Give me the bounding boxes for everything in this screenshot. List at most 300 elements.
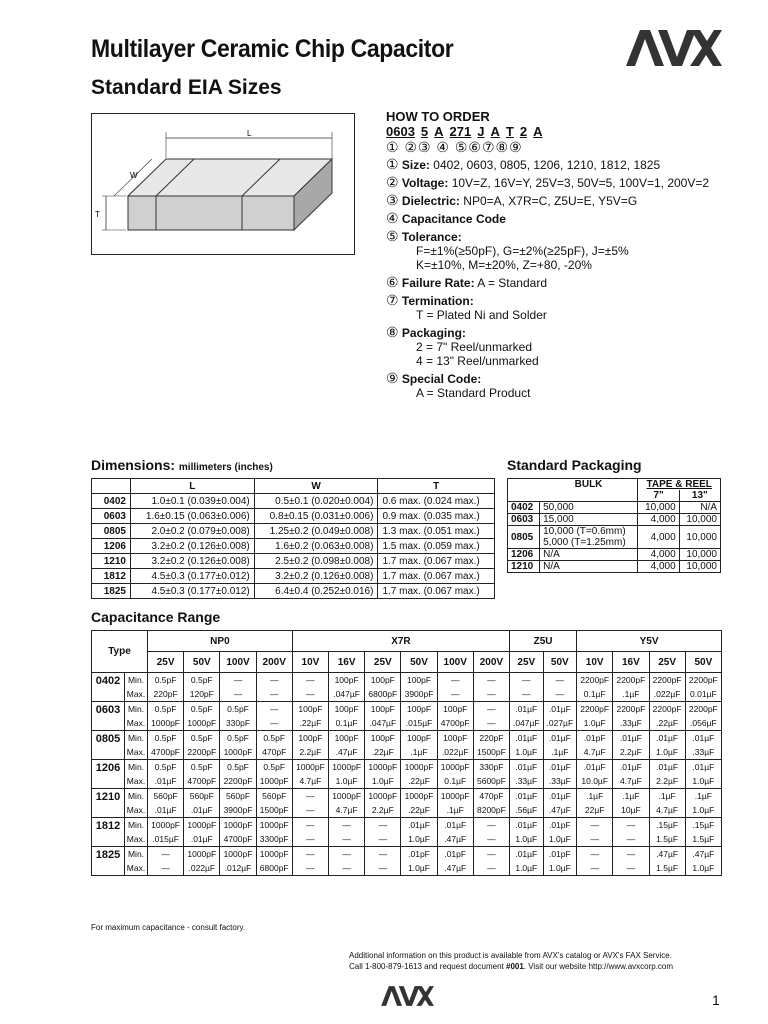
dim-cell: 1825	[92, 584, 131, 599]
cap-min-cell: 100pF	[401, 731, 437, 746]
cap-min-cell: —	[292, 789, 328, 804]
capacitance-heading: Capacitance Range	[91, 609, 221, 625]
cap-max-cell: .056µF	[685, 716, 721, 731]
cap-min-cell: 1000pF	[148, 818, 184, 833]
table-row	[92, 509, 495, 524]
dim-cell: 0.5±0.1 (0.020±0.004)	[254, 494, 378, 509]
cap-min-cell: —	[473, 847, 509, 862]
cap-max-cell: 3900pF	[220, 803, 256, 818]
cap-group-header: NP0	[148, 631, 293, 652]
cap-voltage-header: 25V	[148, 652, 184, 673]
cap-max-cell: .027µF	[543, 716, 577, 731]
cap-max-cell: 1000pF	[184, 716, 220, 731]
cap-min-cell: 1000pF	[365, 789, 401, 804]
cap-min-cell: .47µF	[685, 847, 721, 862]
cap-min-cell: 1000pF	[184, 818, 220, 833]
cap-min-cell: 100pF	[437, 731, 473, 746]
dim-cell: 6.4±0.4 (0.252±0.016)	[254, 584, 378, 599]
cap-max-cell: .47µF	[437, 861, 473, 876]
table-row	[92, 774, 722, 789]
order-code-part: 271	[449, 124, 472, 139]
cap-min-cell: 100pF	[365, 702, 401, 717]
cap-min-cell: .01µF	[649, 760, 685, 775]
cap-min-cell: 100pF	[329, 673, 365, 688]
cap-type-header: Type	[92, 631, 148, 673]
cap-min-cell: .01pF	[577, 731, 613, 746]
order-item	[386, 193, 756, 208]
cap-max-label: Max.	[125, 861, 148, 876]
cap-max-cell: .047µF	[510, 716, 544, 731]
cap-min-cell: .1µF	[685, 789, 721, 804]
table-row	[92, 494, 495, 509]
cap-min-cell: .01µF	[685, 731, 721, 746]
cap-min-cell: 0.5pF	[256, 731, 292, 746]
pk-size: 0402	[508, 502, 540, 514]
cap-min-cell: .15µF	[649, 818, 685, 833]
order-code-part: J	[477, 124, 485, 139]
order-item-label: Voltage:	[401, 176, 449, 190]
cap-min-cell: .15µF	[685, 818, 721, 833]
cap-min-cell: 1000pF	[365, 760, 401, 775]
pk-size: 0603	[508, 514, 540, 526]
cap-min-cell: .01µF	[543, 789, 577, 804]
cap-max-cell: 22µF	[577, 803, 613, 818]
cap-min-cell: 1000pF	[401, 760, 437, 775]
cap-group-header: Y5V	[577, 631, 722, 652]
cap-voltage-header: 100V	[437, 652, 473, 673]
order-item	[386, 175, 756, 190]
cap-max-cell: 1000pF	[256, 774, 292, 789]
cap-min-cell: 100pF	[292, 731, 328, 746]
order-item-detail: F=±1%(≥50pF), G=±2%(≥25pF), J=±5%	[416, 244, 629, 258]
cap-max-cell: 3900pF	[401, 687, 437, 702]
cap-max-cell: 1.5µF	[649, 861, 685, 876]
how-to-order-section	[386, 110, 756, 400]
order-item-label: Capacitance Code	[401, 212, 506, 226]
cap-max-cell: 4700pF	[437, 716, 473, 731]
cap-max-cell: 1500pF	[473, 745, 509, 760]
pk-bulk: 15,000	[540, 514, 638, 526]
dim-cell: 4.5±0.3 (0.177±0.012)	[131, 569, 255, 584]
cap-min-cell: .01µF	[543, 731, 577, 746]
order-code-part: 2	[519, 124, 528, 139]
cap-min-cell: 1000pF	[220, 847, 256, 862]
cap-max-cell: 1.0µF	[543, 861, 577, 876]
cap-min-cell: 330pF	[473, 760, 509, 775]
table-row	[508, 561, 721, 573]
cap-min-cell: —	[613, 847, 649, 862]
order-item-detail: A = Standard Product	[416, 386, 531, 400]
order-item-detail: 2 = 7" Reel/unmarked	[416, 340, 532, 354]
table-row	[92, 584, 495, 599]
dim-cell: 1.25±0.2 (0.049±0.008)	[254, 524, 378, 539]
cap-min-cell: 1000pF	[256, 818, 292, 833]
order-code-part: T	[505, 124, 514, 139]
cap-max-cell: 8200pF	[473, 803, 509, 818]
cap-min-cell: 100pF	[437, 702, 473, 717]
pk-size: 0805	[508, 526, 540, 549]
cap-min-cell: .1µF	[577, 789, 613, 804]
dim-col-blank	[92, 479, 131, 494]
table-row	[92, 803, 722, 818]
order-item-detail: T = Plated Ni and Solder	[416, 308, 547, 322]
cap-max-cell: .47µF	[437, 832, 473, 847]
order-item-detail: 4 = 13" Reel/unmarked	[416, 354, 539, 368]
dim-cell: 3.2±0.2 (0.126±0.008)	[131, 554, 255, 569]
order-item-value: A = Standard	[477, 276, 547, 290]
cap-min-cell: 560pF	[256, 789, 292, 804]
cap-min-cell: 100pF	[365, 673, 401, 688]
cap-min-cell: .01µF	[685, 760, 721, 775]
cap-group-header: Z5U	[510, 631, 577, 652]
order-item	[386, 157, 756, 172]
cap-max-cell: —	[473, 861, 509, 876]
cap-min-label: Min.	[125, 731, 148, 746]
cap-min-cell: 0.5pF	[184, 673, 220, 688]
cap-max-cell: 4.7µF	[613, 774, 649, 789]
dim-cell: 0603	[92, 509, 131, 524]
cap-type: 0805	[92, 731, 125, 760]
order-item-label: Failure Rate:	[401, 276, 475, 290]
cap-min-cell: .01µF	[510, 847, 544, 862]
order-item-number: ⑨	[386, 370, 399, 386]
cap-max-cell: 120pF	[184, 687, 220, 702]
cap-min-cell: 0.5pF	[148, 673, 184, 688]
order-item	[386, 229, 756, 272]
cap-min-cell: 2200pF	[649, 702, 685, 717]
cap-min-cell: .01µF	[510, 731, 544, 746]
cap-max-cell: 2200pF	[220, 774, 256, 789]
cap-min-cell: 1000pF	[220, 818, 256, 833]
additional-info: Additional information on this product is available from AVX's catalog or AVX's FAX Service. Call 1-800-879-1613 and request document #001. Visit our website http://www.avxcorp.com	[349, 951, 674, 971]
cap-min-cell: .01µF	[613, 731, 649, 746]
cap-min-label: Min.	[125, 818, 148, 833]
cap-max-cell: 1.0µF	[510, 861, 544, 876]
cap-min-cell: —	[148, 847, 184, 862]
cap-max-cell: 2.2µF	[649, 774, 685, 789]
cap-min-cell: 470pF	[473, 789, 509, 804]
cap-max-cell: 10.0µF	[577, 774, 613, 789]
order-item-value: 10V=Z, 16V=Y, 25V=3, 50V=5, 100V=1, 200V=2	[451, 176, 710, 190]
cap-max-cell: .47µF	[543, 803, 577, 818]
cap-min-cell: .01µF	[543, 760, 577, 775]
pk-13in: 10,000	[679, 561, 720, 573]
pk-13in: 10,000	[679, 514, 720, 526]
chip-dimension-figure	[91, 113, 355, 255]
cap-max-cell: .047µF	[329, 687, 365, 702]
cap-max-cell: —	[220, 687, 256, 702]
cap-min-cell: 1000pF	[329, 760, 365, 775]
cap-min-cell: 2200pF	[577, 673, 613, 688]
cap-max-cell: .47µF	[329, 745, 365, 760]
cap-min-label: Min.	[125, 702, 148, 717]
cap-min-cell: 100pF	[292, 702, 328, 717]
table-row	[92, 818, 722, 833]
order-item-number: ②	[386, 174, 399, 190]
cap-max-cell: .22µF	[401, 774, 437, 789]
order-item-detail: K=±10%, M=±20%, Z=+80, -20%	[416, 258, 592, 272]
cap-max-label: Max.	[125, 832, 148, 847]
cap-max-cell: 1.0µF	[649, 745, 685, 760]
order-code-index: ① ②③ ④ ⑤⑥⑦⑧⑨	[386, 139, 523, 155]
order-item	[386, 371, 756, 400]
pk-col-7: 7"	[638, 490, 679, 502]
cap-min-cell: —	[437, 673, 473, 688]
pk-bulk: N/A	[540, 549, 638, 561]
cap-max-cell: —	[329, 832, 365, 847]
cap-voltage-header: 50V	[184, 652, 220, 673]
table-row	[92, 539, 495, 554]
page-title: Multilayer Ceramic Chip Capacitor	[91, 35, 454, 63]
table-row	[92, 731, 722, 746]
cap-min-cell: 0.5pF	[184, 702, 220, 717]
pk-13in: N/A	[679, 502, 720, 514]
pk-13in: 10,000	[679, 549, 720, 561]
cap-max-cell: 1000pF	[148, 716, 184, 731]
dim-cell: 0402	[92, 494, 131, 509]
cap-voltage-header: 16V	[329, 652, 365, 673]
order-item-number: ⑦	[386, 292, 399, 308]
cap-max-cell: 4700pF	[220, 832, 256, 847]
cap-min-cell: .01µF	[649, 731, 685, 746]
cap-voltage-header: 200V	[473, 652, 509, 673]
cap-min-cell: 0.5pF	[184, 760, 220, 775]
cap-min-cell: —	[543, 673, 577, 688]
cap-min-cell: .01pF	[401, 847, 437, 862]
cap-max-cell: .33µF	[613, 716, 649, 731]
cap-voltage-header: 100V	[220, 652, 256, 673]
cap-max-cell: 3300pF	[256, 832, 292, 847]
cap-max-cell: —	[577, 861, 613, 876]
cap-min-cell: 0.5pF	[148, 760, 184, 775]
cap-min-label: Min.	[125, 760, 148, 775]
cap-max-cell: .015µF	[401, 716, 437, 731]
pk-col-tape: TAPE & REEL	[638, 479, 721, 491]
cap-max-cell: —	[365, 861, 401, 876]
cap-voltage-header: 10V	[577, 652, 613, 673]
cap-max-cell: 0.01µF	[685, 687, 721, 702]
cap-min-cell: 2200pF	[577, 702, 613, 717]
cap-min-cell: 0.5pF	[148, 702, 184, 717]
cap-max-cell: 1.0µF	[685, 861, 721, 876]
order-item	[386, 211, 756, 226]
cap-max-cell: 4.7µF	[577, 745, 613, 760]
cap-max-cell: 1.0µF	[401, 832, 437, 847]
table-row	[92, 687, 722, 702]
cap-min-cell: 1000pF	[184, 847, 220, 862]
pk-7in: 4,000	[638, 549, 679, 561]
cap-max-cell: .22µF	[401, 803, 437, 818]
cap-max-cell: 0.1µF	[577, 687, 613, 702]
cap-min-cell: .1µF	[649, 789, 685, 804]
cap-max-cell: —	[329, 861, 365, 876]
cap-max-cell: .01µF	[184, 803, 220, 818]
figure-label-w: W	[130, 171, 138, 180]
cap-min-cell: —	[292, 847, 328, 862]
cap-max-cell: .01µF	[148, 774, 184, 789]
dim-cell: 1.0±0.1 (0.039±0.004)	[131, 494, 255, 509]
cap-max-cell: 4700pF	[148, 745, 184, 760]
pk-bulk: N/A	[540, 561, 638, 573]
cap-max-cell: 330pF	[220, 716, 256, 731]
cap-max-cell: 1.0µF	[365, 774, 401, 789]
cap-max-cell: 1.0µF	[510, 745, 544, 760]
cap-min-cell: —	[292, 818, 328, 833]
cap-max-cell: 4.7µF	[292, 774, 328, 789]
order-item-number: ⑧	[386, 324, 399, 340]
cap-type: 1825	[92, 847, 125, 876]
cap-min-cell: —	[292, 673, 328, 688]
cap-voltage-header: 10V	[292, 652, 328, 673]
cap-max-cell: 1.0µF	[543, 832, 577, 847]
cap-max-cell: —	[437, 687, 473, 702]
cap-voltage-header: 50V	[685, 652, 721, 673]
dim-cell: 1206	[92, 539, 131, 554]
cap-min-cell: .01µF	[437, 818, 473, 833]
cap-min-cell: 1000pF	[256, 847, 292, 862]
dim-cell: 1.7 max. (0.067 max.)	[378, 554, 495, 569]
cap-voltage-header: 16V	[613, 652, 649, 673]
cap-max-cell: .022µF	[649, 687, 685, 702]
cap-max-cell: 4.7µF	[649, 803, 685, 818]
cap-max-label: Max.	[125, 803, 148, 818]
cap-max-cell: .047µF	[365, 716, 401, 731]
pk-7in: 4,000	[638, 561, 679, 573]
dim-cell: 1.3 max. (0.051 max.)	[378, 524, 495, 539]
cap-min-cell: .47µF	[649, 847, 685, 862]
cap-min-cell: —	[577, 847, 613, 862]
cap-max-cell: 1.5µF	[685, 832, 721, 847]
cap-min-cell: .01µF	[613, 760, 649, 775]
cap-max-label: Max.	[125, 687, 148, 702]
cap-voltage-header: 200V	[256, 652, 292, 673]
cap-min-cell: 1000pF	[329, 789, 365, 804]
dim-cell: 0.9 max. (0.035 max.)	[378, 509, 495, 524]
cap-min-cell: .01µF	[510, 702, 544, 717]
cap-max-cell: —	[613, 832, 649, 847]
cap-max-cell: .22µF	[649, 716, 685, 731]
capacitance-table	[91, 630, 722, 876]
cap-max-cell: 2.2µF	[365, 803, 401, 818]
cap-min-cell: .01µF	[543, 702, 577, 717]
cap-min-cell: —	[256, 702, 292, 717]
dim-cell: 2.5±0.2 (0.098±0.008)	[254, 554, 378, 569]
cap-type: 0603	[92, 702, 125, 731]
dim-cell: 1.6±0.15 (0.063±0.006)	[131, 509, 255, 524]
cap-max-cell: —	[292, 803, 328, 818]
cap-max-cell: .56µF	[510, 803, 544, 818]
pk-bulk: 50,000	[540, 502, 638, 514]
order-item-label: Packaging:	[401, 326, 466, 340]
avx-logo	[624, 28, 722, 68]
table-row	[508, 549, 721, 561]
cap-max-label: Max.	[125, 716, 148, 731]
cap-max-cell: 0.1µF	[437, 774, 473, 789]
table-row	[508, 526, 721, 549]
cap-min-cell: 0.5pF	[184, 731, 220, 746]
table-row	[92, 789, 722, 804]
cap-max-cell: 6800pF	[256, 861, 292, 876]
cap-max-cell: —	[256, 716, 292, 731]
dim-cell: 1.6±0.2 (0.063±0.008)	[254, 539, 378, 554]
cap-voltage-header: 25V	[510, 652, 544, 673]
cap-max-cell: 1.0µF	[685, 774, 721, 789]
cap-max-cell: .33µF	[543, 774, 577, 789]
order-item-label: Dielectric:	[401, 194, 460, 208]
cap-min-cell: 100pF	[401, 673, 437, 688]
cap-max-cell: .33µF	[685, 745, 721, 760]
cap-min-cell: 0.5pF	[220, 731, 256, 746]
cap-min-cell: 1000pF	[401, 789, 437, 804]
cap-min-cell: 100pF	[329, 702, 365, 717]
cap-max-cell: .1µF	[401, 745, 437, 760]
cap-group-header: X7R	[292, 631, 509, 652]
cap-min-cell: —	[365, 847, 401, 862]
cap-max-cell: —	[365, 832, 401, 847]
cap-min-cell: .01pF	[437, 847, 473, 862]
order-item-number: ⑥	[386, 274, 399, 290]
pk-col-13: 13"	[679, 490, 720, 502]
cap-max-label: Max.	[125, 745, 148, 760]
cap-min-cell: —	[577, 818, 613, 833]
pk-size: 1210	[508, 561, 540, 573]
cap-min-cell: —	[473, 673, 509, 688]
table-row	[508, 502, 721, 514]
order-item-label: Special Code:	[401, 372, 482, 386]
order-code-part: 0603	[386, 124, 415, 139]
cap-max-cell: .022µF	[184, 861, 220, 876]
order-code-part: A	[434, 124, 444, 139]
cap-min-cell: 1000pF	[437, 789, 473, 804]
cap-max-cell: 2200pF	[184, 745, 220, 760]
cap-max-cell: 1.0µF	[329, 774, 365, 789]
dim-cell: 0.6 max. (0.024 max.)	[378, 494, 495, 509]
cap-max-cell: 6800pF	[365, 687, 401, 702]
cap-max-cell: —	[473, 687, 509, 702]
cap-max-cell: —	[148, 861, 184, 876]
pk-13in: 10,000	[679, 526, 720, 549]
cap-max-cell: 0.1µF	[329, 716, 365, 731]
order-items-list	[386, 157, 756, 400]
how-to-order-heading: HOW TO ORDER	[386, 109, 490, 124]
cap-max-cell: 1000pF	[220, 745, 256, 760]
cap-max-cell: 4.7µF	[329, 803, 365, 818]
packaging-heading: Standard Packaging	[507, 457, 642, 473]
cap-max-cell: —	[292, 832, 328, 847]
order-item-number: ④	[386, 210, 399, 226]
cap-min-cell: —	[256, 673, 292, 688]
figure-label-t: T	[95, 210, 100, 219]
table-row	[92, 673, 722, 688]
cap-max-cell: —	[473, 716, 509, 731]
order-item-value: NP0=A, X7R=C, Z5U=E, Y5V=G	[463, 194, 638, 208]
table-row	[92, 760, 722, 775]
pk-7in: 10,000	[638, 502, 679, 514]
table-row	[92, 554, 495, 569]
order-item	[386, 275, 756, 290]
order-item-label: Tolerance:	[401, 230, 462, 244]
cap-min-cell: 0.5pF	[220, 702, 256, 717]
cap-max-cell: .012µF	[220, 861, 256, 876]
table-row	[92, 745, 722, 760]
cap-min-cell: 560pF	[220, 789, 256, 804]
cap-min-cell: 2200pF	[685, 702, 721, 717]
dim-cell: 2.0±0.2 (0.079±0.008)	[131, 524, 255, 539]
cap-min-label: Min.	[125, 847, 148, 862]
cap-max-cell: —	[256, 687, 292, 702]
pk-col-bulk: BULK	[540, 479, 638, 491]
dim-cell: 1210	[92, 554, 131, 569]
